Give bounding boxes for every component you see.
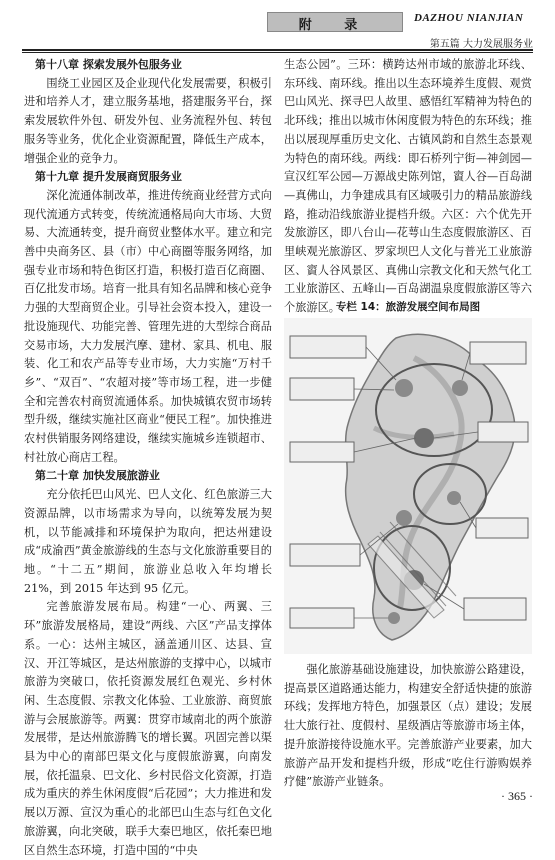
header-rule-thin: [22, 52, 533, 53]
header-rule: [22, 49, 533, 51]
page-number: · 365 ·: [501, 789, 533, 803]
chapter-heading: 第二十章 加快发展旅游业: [35, 469, 160, 483]
paragraph: 深化流通体制改革，推进传统商业经营方式向现代流通方式转变，传统流通格局向大市场、大贸易、大流通转变，提升商贸业整体水平。建立和完善中央商务区、县（市）中心商圈等服务网络，加强专业市场和特色街区打造，积极打造百亿商圈、百亿批发市场。培育一批具有知名品牌和核心竞争力强的大型商贸企业。引导社会资本投入，建设一批设施现代、功能完善、管理先进的大型综合商品交易市场，大力发展汽摩、建材、家具、机电、服装、化工和农产品等专业市场，大力实施“万村千乡”、“双百”、“农超对接”等市场工程，进一步健全和完善农村商贸流通体系。加快城镇农贸市场转型升级，继续实施社区商业“便民工程”。加快推进农村供销服务网络建设，继续实施城乡连锁超市、村社放心商店工程。: [24, 188, 272, 464]
header-journal-title: DAZHOU NIANJIAN: [414, 12, 524, 24]
header-chapter: 第五篇 大力发展服务业: [429, 39, 533, 50]
map-title: 专栏 14：旅游发展空间布局图: [335, 301, 481, 313]
paragraph: 生态公园”。三环：横跨达州市域的旅游北环线、东环线、南环线。推出以生态环境养生度假、观赏巴山风光、探寻巴人故里、感悟红军精神为特色的北环线；推出以城市休闲度假为特色的东环线；推出以展现厚重历史文化、古镇风韵和自然生态景观为特色的南环线。两线：即石桥列宁街—神剑园—宣汉红军公园—万源战史陈列馆，賨人谷—百岛湖—真佛山，力争建成具有区域吸引力的精品旅游线路，推动沿线旅游业提档升级。六区：六个优先开发旅游区，即八台山—花萼山生态度假旅游区、百里峡观光旅游区、罗家坝巴人文化与普光工业旅游区、賨人谷风景区、真佛山宗教文化和天然气化工工业旅游区、五峰山—百岛湖温泉度假旅游区等六个旅游区。: [284, 58, 532, 315]
paragraph: 围绕工业园区及企业现代化发展需要，积极引进和培养人才，建立服务基地，搭建服务平台，探索发展软件外包、研发外包、业务流程外包、转包服务等业务，优化企业资源配置，降低生产成本，增强企业的竞争力。: [24, 76, 272, 165]
chapter-heading: 第十九章 提升发展商贸服务业: [35, 170, 182, 184]
paragraph: 充分依托巴山风光、巴人文化、红色旅游三大资源品牌，以市场需求为导向，以统筹发展为契机，以节能减排和环境保护为取向，把达州建设成“成渝西”黄金旅游线的生态与文化旅游重要目的地。“十二五”期间，旅游业总收入年均增长 21%，到 2015 年达到 95 亿元。: [24, 488, 272, 595]
header-section-box: [267, 12, 403, 32]
paragraph: 完善旅游发展布局。构建“一心、两翼、三环”旅游发展格局，建设“两线、六区”产品支撑体系。一心：达州主城区，涵盖通川区、达县、宣汉、开江等城区，是达州旅游的支撑中心，以城市旅游为突破口，依托资源发展红色观光、乡村休闲、生态度假、宗教文化体验、工业旅游、商贸旅游与会展旅游等。两翼：贯穿市域南北的两个旅游发展带，是达州旅游腾飞的增长翼。巩固完善以渠县为中心的南部巴渠文化与度假旅游翼，向南发展，依托温泉、巴文化、乡村民俗文化资源，打造成为重庆的养生休闲度假“后花园”；大力推进和发展以万源、宣汉为重心的北部巴山生态与红色文化旅游翼，向北突破，联手大秦巴地区，依托秦巴地区自然生态环境，打造中国的“中央: [24, 600, 272, 857]
right-column-bottom: [284, 661, 532, 792]
tourism-layout-map: [284, 318, 532, 654]
left-column: [24, 56, 272, 860]
tourism-map-graphic: [284, 318, 532, 654]
right-column-top: [284, 56, 532, 318]
chapter-heading: 第十八章 探索发展外包服务业: [35, 58, 182, 71]
header-section-label: 附 录: [298, 18, 372, 33]
paragraph: 强化旅游基础设施建设，加快旅游公路建设，提高景区道路通达能力，构建安全舒适快捷的旅游环线；发挥地方特色，加强景区（点）建设；发展壮大旅行社、度假村、星级酒店等旅游市场主体，提升旅游接待设施水平。完善旅游产业要素，加大旅游产品开发和提档升级，形成“吃住行游购娱养疗健”旅游产业链条。: [284, 663, 532, 789]
